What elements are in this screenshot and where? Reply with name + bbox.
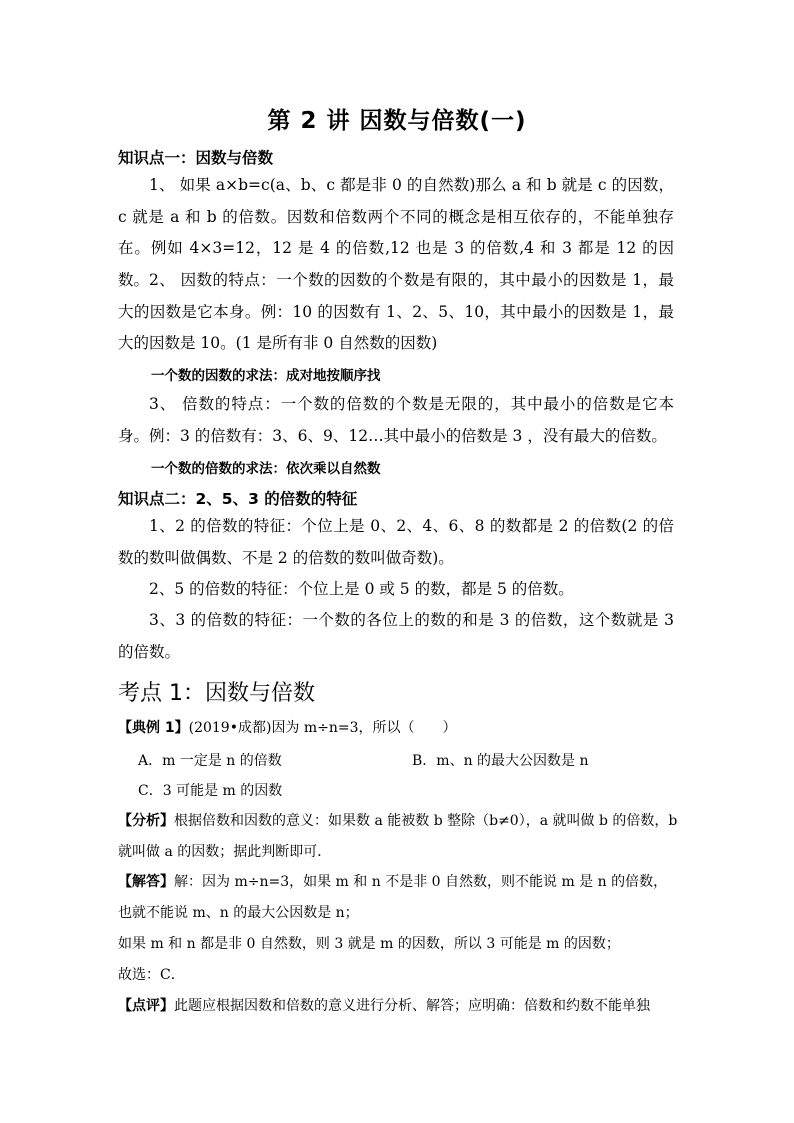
method-note-1: 一个数的因数的求法：成对地按顺序找: [151, 368, 381, 384]
topic-heading: 考点 1：因数与倍数: [118, 681, 315, 706]
section-heading-2: 知识点二：2、5、3 的倍数的特征: [118, 490, 358, 508]
paragraph-4: 1、2 的倍数的特征：个位上是 0、2、4、6、8 的数都是 2 的倍数(2 的倍数的数叫做偶数、不是 2 的倍数的数叫做奇数)。: [118, 517, 674, 567]
comment-label: 【点评】: [118, 998, 174, 1014]
example-question: [118, 713, 678, 744]
answer: [118, 867, 678, 929]
section-heading-1: 知识点一：因数与倍数: [118, 149, 274, 167]
example-question-text: 因为 m÷n=3，所以（ ）: [271, 720, 457, 736]
example-source: (2019•成都): [188, 720, 272, 736]
example-label: 【典例 1】: [118, 720, 189, 736]
comment: [118, 991, 678, 1022]
answer-label: 【解答】: [118, 874, 174, 890]
analysis: [118, 806, 678, 868]
option-b: B．m、n 的最大公因数是 n: [412, 753, 589, 769]
method-note-2: 一个数的倍数的求法：依次乘以自然数: [151, 461, 381, 477]
paragraph-6: 3、3 的倍数的特征：一个数的各位上的数的和是 3 的倍数，这个数就是 3 的倍数。: [118, 611, 674, 661]
comment-text: 此题应根据因数和倍数的意义进行分析、解答；应明确：倍数和约数不能单独: [174, 998, 650, 1014]
page-title: 第 2 讲 因数与倍数(一): [267, 108, 527, 134]
paragraph-2: 2、 因数的特点：一个数的因数的个数是有限的，其中最小的因数是 1，最大的因数是它本身。例：10 的因数有 1、2、5、10，其中最小的因数是 1，最大的因数是 10。(1 是所有非 0 自然数的因数): [118, 271, 674, 352]
analysis-label: 【分析】: [118, 813, 174, 829]
answer-text: 解：因为 m÷n=3，如果 m 和 n 不是非 0 自然数，则不能说 m 是 n 的倍数，也就不能说 m、n 的最大公因数是 n；: [118, 874, 668, 921]
analysis-text: 根据倍数和因数的意义：如果数 a 能被数 b 整除（b≠0），a 就叫做 b 的倍数，b 就叫做 a 的因数；据此判断即可．: [118, 813, 678, 860]
paragraph-1: 1、 如果 a×b=c(a、b、c 都是非 0 的自然数)那么 a 和 b 就是 c 的因数，c 就是 a 和 b 的倍数。因数和倍数两个不同的概念是相互依存的，不能单独存在。例如 4×3=12，12 是 4 的倍数,12 也是 3 的倍数,4 和 3 都是 12 的因数。: [118, 176, 674, 289]
answer-continued: 如果 m 和 n 都是非 0 自然数，则 3 就是 m 的因数，所以 3 可能是 m 的因数；: [118, 936, 620, 952]
option-a: A．m 一定是 n 的倍数: [138, 753, 282, 769]
paragraph-5: 2、5 的倍数的特征：个位上是 0 或 5 的数，都是 5 的倍数。: [149, 580, 574, 598]
paragraph-3: 3、 倍数的特点：一个数的倍数的个数是无限的，其中最小的倍数是它本身。例：3 的倍数有：3、6、9、12…其中最小的倍数是 3 ，没有最大的倍数。: [118, 395, 674, 445]
answer-choice: 故选：C．: [118, 967, 185, 983]
option-c: C．3 可能是 m 的因数: [138, 783, 283, 799]
